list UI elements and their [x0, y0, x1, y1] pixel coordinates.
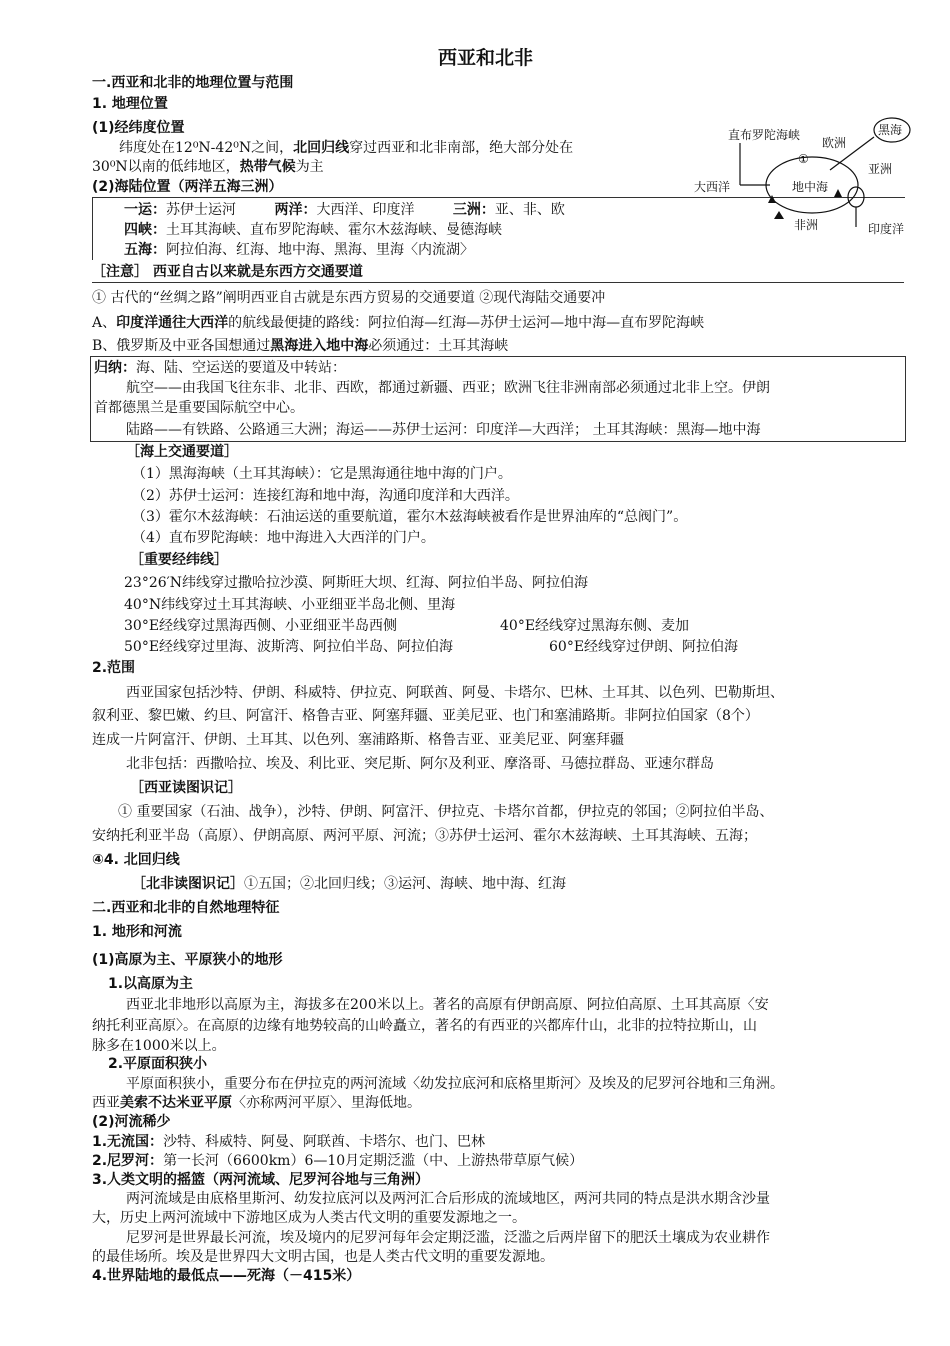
map-indian-label: 印度洋	[868, 222, 905, 236]
lat-line-4b: 60°E经线穿过伊朗、阿拉伯海	[549, 639, 739, 655]
lat-line-4a: 50°E经线穿过里海、波斯湾、阿拉伯半岛、阿拉伯海	[124, 639, 454, 655]
map-africa-label: 非洲	[794, 218, 819, 232]
route-line-a: A、印度洋通往大西洋的航线最便捷的路线：阿拉伯海—红海—苏伊士运河—地中海—直布罗陀海峡	[92, 315, 705, 331]
plain-line-2: 西亚美索不达米亚平原〈亦称两河平原〉、里海低地。	[92, 1095, 421, 1111]
sea-route-item-3: （3）霍尔木兹海峡：石油运送的重要航道，霍尔木兹海峡被看作是世界油库的“总阀门”。	[132, 509, 688, 525]
route-line-b: B、俄罗斯及中亚各国想通过黑海进入地中海必须通过：土耳其海峡	[92, 338, 509, 354]
map-med-label: 地中海	[792, 180, 829, 194]
note-heading: ［注意］ 西亚自古以来就是东西方交通要道	[92, 264, 363, 280]
lat-lon-line-1: 纬度处在12⁰N-42⁰N之间，北回归线穿过西亚和北非南部，绝大部分处在	[119, 140, 574, 156]
river-heading: (2)河流稀少	[92, 1114, 171, 1130]
plateau-line-3: 脉多在1000米以上。	[92, 1038, 226, 1054]
subheading-location: 1. 地理位置	[92, 96, 168, 112]
map-diagram	[690, 115, 920, 245]
lat-line-3b: 40°E经线穿过黑海东侧、麦加	[500, 618, 690, 634]
terrain-heading: (1)高原为主、平原狭小的地形	[92, 952, 283, 968]
box-row-3: 五海：阿拉伯海、红海、地中海、黑海、里海〈内流湖〉	[124, 242, 474, 258]
plain-line-1: 平原面积狭小，重要分布在伊拉克的两河流域〈幼发拉底河和底格里斯河〉及埃及的尼罗河谷地和三角洲。	[126, 1076, 784, 1092]
map-marker-label: ①	[798, 152, 809, 166]
map-strait-label: 直布罗陀海峡	[728, 128, 801, 142]
lat-lon-lines-heading: ［重要经纬线］	[130, 552, 228, 568]
scope-line-1: 西亚国家包括沙特、伊朗、科威特、伊拉克、阿联酋、阿曼、卡塔尔、巴林、土耳其、以色列、巴勒斯坦、	[126, 685, 784, 701]
civilization-heading: 3.人类文明的摇篮（两河流域、尼罗河谷地与三角洲）	[92, 1172, 430, 1188]
civilization-line-1: 两河流域是由底格里斯河、幼发拉底河以及两河汇合后形成的流域地区，两河共同的特点是洪水期含沙量	[126, 1191, 770, 1207]
scope-line-4: 北非包括：西撒哈拉、埃及、利比亚、突尼斯、阿尔及利亚、摩洛哥、马德拉群岛、亚速尔群岛	[126, 756, 714, 772]
plateau-line-2: 纳托利亚高原〉。在高原的边缘有地势较高的山岭矗立，著名的有西亚的兴都库什山，北非的拉特拉斯山，山	[92, 1018, 757, 1034]
scope-line-3: 连成一片阿富汗、伊朗、土耳其、以色列、塞浦路斯、格鲁吉亚、亚美尼亚、阿塞拜疆	[92, 732, 624, 748]
lat-line-1: 23°26′N纬线穿过撒哈拉沙漠、阿斯旺大坝、红海、阿拉伯半岛、阿拉伯海	[124, 575, 589, 591]
scope-line-2: 叙利亚、黎巴嫩、约旦、阿富汗、格鲁吉亚、阿塞拜疆、亚美尼亚、也门和塞浦路斯。非阿拉伯国家（8个）	[92, 708, 759, 724]
summary-line-4: 陆路——有铁路、公路通三大洲；海运——苏伊士运河：印度洋—大西洋； 土耳其海峡：黑海—地中海	[126, 422, 761, 438]
lat-lon-heading: (1)经纬度位置	[92, 120, 185, 136]
sea-route-item-2: （2）苏伊士运河：连接红海和地中海，沟通印度洋和大西洋。	[132, 488, 519, 504]
note-line-1: ① 古代的“丝绸之路”阐明西亚自古就是东西方贸易的交通要道 ②现代海陆交通要冲	[92, 290, 606, 306]
map-asia-label: 亚洲	[868, 162, 893, 176]
dead-sea-heading: 4.世界陆地的最低点——死海（－415米）	[92, 1268, 361, 1284]
map-atlantic-label: 大西洋	[694, 180, 731, 194]
north-africa-map-line: ［北非读图识记］①五国；②北回归线；③运河、海峡、地中海、红海	[132, 876, 566, 892]
river-line-2: 2.尼罗河：第一长河（6600km）6—10月定期泛滥（中、上游热带草原气候）	[92, 1153, 584, 1169]
sea-route-heading: ［海上交通要道］	[126, 444, 238, 460]
box-row-1: 一运：苏伊士运河 两洋：大西洋、印度洋 三洲：亚、非、欧	[124, 202, 565, 218]
plain-heading: 2.平原面积狭小	[108, 1056, 208, 1072]
terrain-river-heading: 1. 地形和河流	[92, 924, 182, 940]
west-asia-map-heading: ［西亚读图识记］	[130, 780, 242, 796]
lat-line-3a: 30°E经线穿过黑海西侧、小亚细亚半岛西侧	[124, 618, 398, 634]
page-title: 西亚和北非	[438, 47, 534, 69]
box-row-2: 四峡：土耳其海峡、直布罗陀海峡、霍尔木兹海峡、曼德海峡	[124, 222, 502, 238]
sea-route-item-4: （4）直布罗陀海峡：地中海进入大西洋的门户。	[132, 530, 435, 546]
map-black-sea-label: 黑海	[878, 123, 903, 137]
west-asia-map-line-1: ① 重要国家（石油、战争），沙特、伊朗、阿富汗、伊拉克、卡塔尔首都，伊拉克的邻国；②阿拉伯半岛、	[118, 804, 774, 820]
river-line-1: 1.无流国：沙特、科威特、阿曼、阿联酋、卡塔尔、也门、巴林	[92, 1134, 486, 1150]
summary-line-1: 归纳：海、陆、空运送的要道及中转站：	[94, 360, 346, 376]
civilization-line-3: 尼罗河是世界最长河流，埃及境内的尼罗河每年会定期泛滥，泛滥之后两岸留下的肥沃土壤成为农业耕作	[126, 1230, 770, 1246]
summary-line-2: 航空——由我国飞往东非、北非、西欧，都通过新疆、西亚；欧洲飞往非洲南部必须通过北非上空。伊朗	[126, 380, 770, 396]
plateau-line-1: 西亚北非地形以高原为主，海拔多在200米以上。著名的高原有伊朗高原、阿拉伯高原、土耳其高原〈安	[126, 997, 769, 1013]
plateau-heading: 1.以高原为主	[108, 976, 194, 992]
map-europe-label: 欧洲	[822, 136, 847, 150]
west-asia-map-line-2: 安纳托利亚半岛（高原）、伊朗高原、两河平原、河流；③苏伊士运河、霍尔木兹海峡、土耳其海峡、五海；	[92, 828, 757, 844]
section-2-heading: 二.西亚和北非的自然地理特征	[92, 900, 280, 916]
west-asia-map-line-3: ④4. 北回归线	[92, 852, 180, 868]
civilization-line-2: 大，历史上两河流域中下游地区成为人类古代文明的重要发源地之一。	[92, 1210, 526, 1226]
lat-lon-line-2: 30⁰N以南的低纬地区，热带气候为主	[92, 159, 324, 175]
sea-route-item-1: （1）黑海海峡（土耳其海峡）：它是黑海通往地中海的门户。	[132, 466, 512, 482]
summary-line-3: 首都德黑兰是重要国际航空中心。	[94, 400, 304, 416]
civilization-line-4: 的最佳场所。埃及是世界四大文明古国，也是人类古代文明的重要发源地。	[92, 1249, 554, 1265]
section-1-heading: 一.西亚和北非的地理位置与范围	[92, 75, 294, 91]
lat-line-2: 40°N纬线穿过土耳其海峡、小亚细亚半岛北侧、里海	[124, 597, 456, 613]
sea-land-heading: (2)海陆位置（两洋五海三洲）	[92, 179, 283, 195]
scope-heading: 2.范围	[92, 660, 136, 676]
